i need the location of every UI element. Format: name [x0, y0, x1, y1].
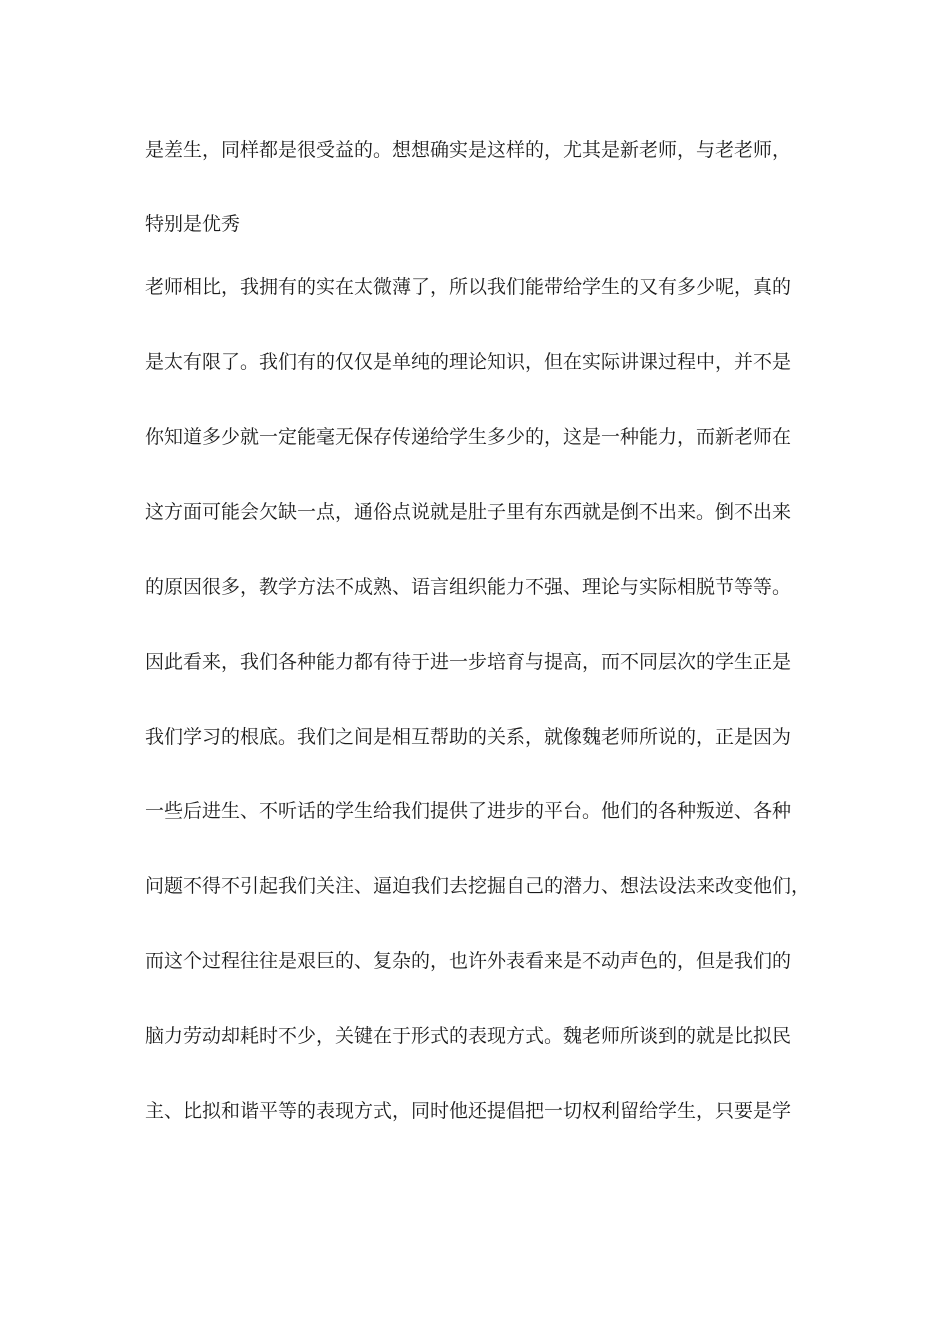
text-line-7: 的原因很多，教学方法不成熟、语言组织能力不强、理论与实际相脱节等等。: [145, 576, 792, 598]
text-line-5: 你知道多少就一定能毫无保存传递给学生多少的，这是一种能力，而新老师在: [145, 426, 792, 448]
text-line-2: 特别是优秀: [145, 213, 241, 235]
text-line-14: 主、比拟和谐平等的表现方式，同时他还提倡把一切权利留给学生，只要是学: [145, 1100, 792, 1122]
text-line-9: 我们学习的根底。我们之间是相互帮助的关系，就像魏老师所说的，正是因为: [145, 726, 792, 748]
text-line-13: 脑力劳动却耗时不少，关键在于形式的表现方式。魏老师所谈到的就是比拟民: [145, 1025, 792, 1047]
text-line-12: 而这个过程往往是艰巨的、复杂的，也许外表看来是不动声色的，但是我们的: [145, 950, 792, 972]
text-line-3: 老师相比，我拥有的实在太微薄了，所以我们能带给学生的又有多少呢，真的: [145, 276, 792, 298]
text-line-10: 一些后进生、不听话的学生给我们提供了进步的平台。他们的各种叛逆、各种: [145, 800, 792, 822]
text-line-4: 是太有限了。我们有的仅仅是单纯的理论知识，但在实际讲课过程中，并不是: [145, 351, 792, 373]
text-line-11: 问题不得不引起我们关注、逼迫我们去挖掘自己的潜力、想法设法来改变他们，: [145, 875, 811, 897]
text-line-6: 这方面可能会欠缺一点，通俗点说就是肚子里有东西就是倒不出来。倒不出来: [145, 501, 792, 523]
text-line-1: 是差生，同样都是很受益的。想想确实是这样的，尤其是新老师，与老老师，: [145, 139, 792, 161]
text-line-8: 因此看来，我们各种能力都有待于进一步培育与提高，而不同层次的学生正是: [145, 651, 792, 673]
